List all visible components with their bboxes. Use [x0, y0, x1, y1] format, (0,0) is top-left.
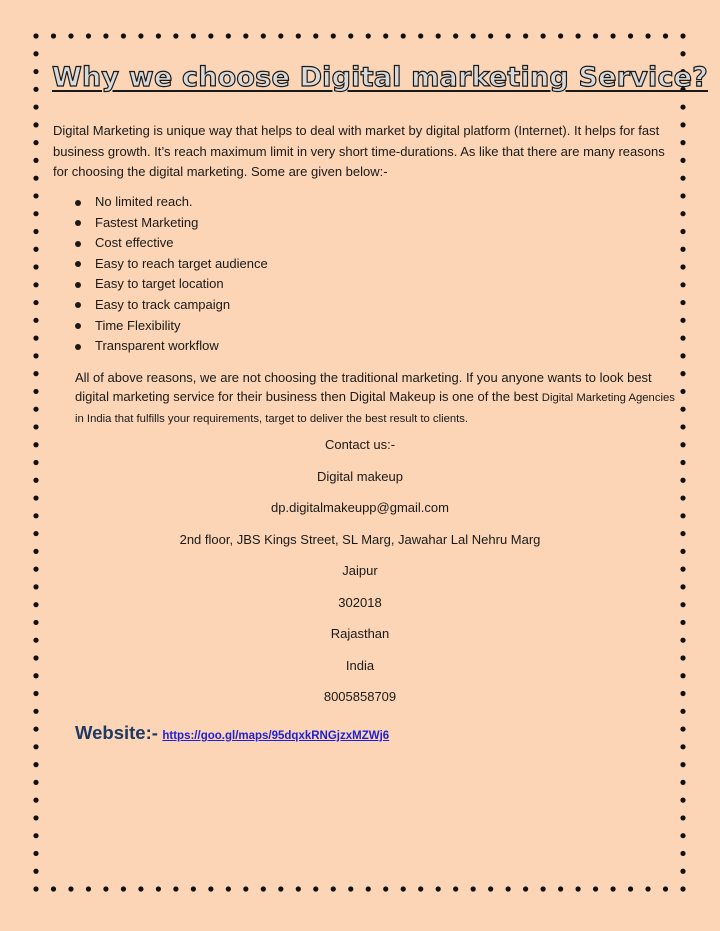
summary-main-text: All of above reasons, we are not choosing the traditional marketing. If you anyone wants to look best digital marketing service for their business then Digital Makeup is one of the best — [75, 370, 652, 404]
bullet-icon — [75, 344, 81, 350]
list-item — [75, 233, 575, 254]
summary-paragraph — [75, 368, 675, 429]
bullet-icon — [75, 200, 81, 206]
bullet-icon — [75, 302, 81, 308]
list-item-text: No limited reach. — [95, 194, 193, 209]
contact-email[interactable]: dp.digitalmakeupp@gmail.com — [271, 500, 449, 515]
list-item — [75, 274, 575, 295]
contact-address: 2nd floor, JBS Kings Street, SL Marg, Jawahar Lal Nehru Marg — [179, 532, 541, 547]
bullet-icon — [75, 261, 81, 267]
reasons-list — [75, 192, 575, 357]
list-item — [75, 316, 575, 337]
contact-state: Rajasthan — [330, 626, 390, 641]
list-item — [75, 254, 575, 275]
list-item-text: Fastest Marketing — [95, 214, 199, 230]
summary-small-text: Digital Marketing Agencies in India that fulfills your requirements, target to deliver the best result to clients. — [75, 392, 675, 425]
bullet-icon — [75, 323, 81, 329]
contact-pincode: 302018 — [338, 595, 382, 610]
intro-paragraph: Digital Marketing is unique way that helps to deal with market by digital platform (Internet). It helps for fast business growth. It’s reach maximum limit in very short time-durations. As like that there are many reasons for choosing the digital marketing. Some are given below:- — [53, 123, 665, 179]
list-item-text: Easy to track campaign — [95, 296, 231, 312]
bullet-icon — [75, 220, 81, 226]
list-item — [75, 192, 575, 213]
website-label: Website:- — [75, 722, 158, 743]
contact-phone[interactable]: 8005858709 — [323, 689, 397, 704]
contact-heading: Contact us:- — [324, 437, 396, 452]
website-line — [75, 722, 389, 744]
bullet-icon — [75, 282, 81, 288]
list-item-text: Cost effective — [95, 235, 174, 251]
list-item-text: Time Flexibility — [95, 317, 181, 333]
list-item — [75, 213, 575, 234]
bullet-icon — [75, 241, 81, 247]
list-item-text: Transparent workflow — [95, 338, 219, 354]
list-item — [75, 295, 575, 316]
list-item-text: Easy to target location — [95, 276, 224, 292]
contact-company: Digital makeup — [317, 469, 403, 484]
website-link[interactable]: https://goo.gl/maps/95dqxkRNGjzxMZWj6 — [162, 730, 390, 742]
contact-city: Jaipur — [342, 563, 378, 578]
page-title: Why we choose Digital marketing Service? — [52, 62, 709, 93]
list-item — [75, 336, 575, 357]
list-item-text: Easy to reach target audience — [95, 255, 268, 271]
contact-country: India — [345, 658, 375, 673]
